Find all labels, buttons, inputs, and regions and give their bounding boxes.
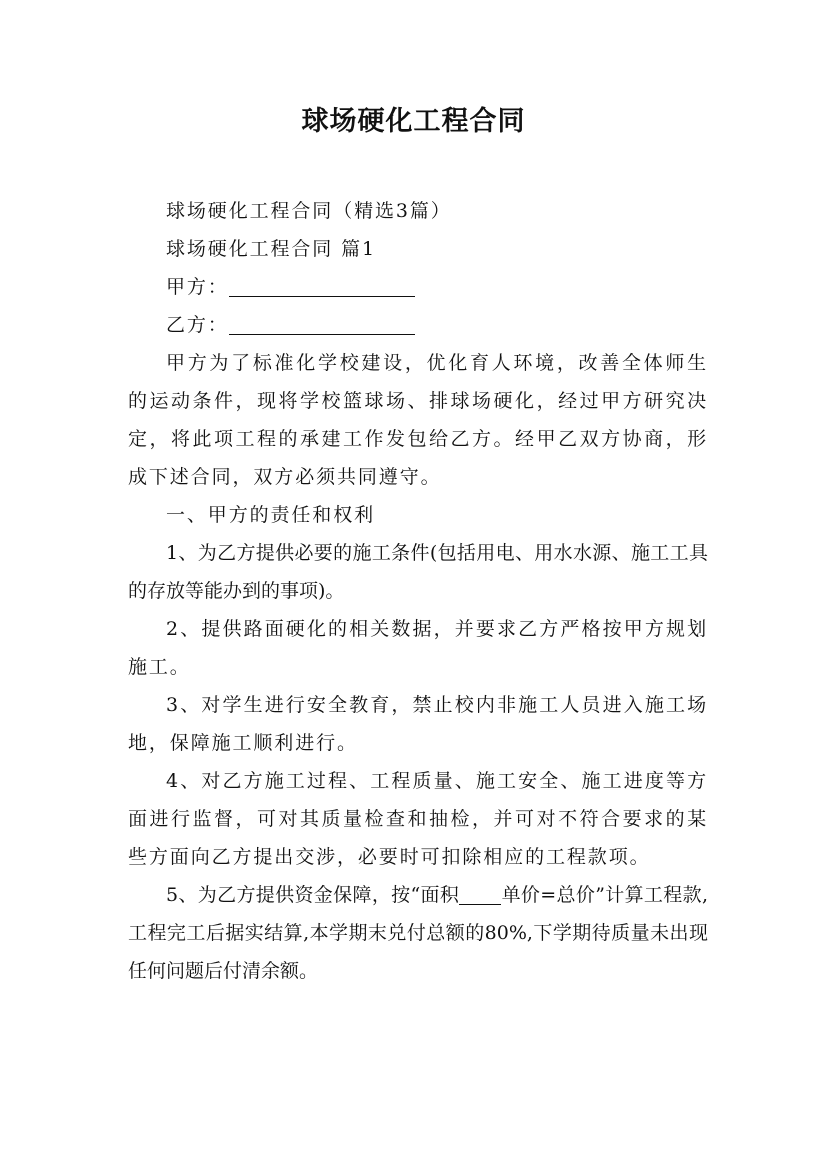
document-title: 球场硬化工程合同 <box>301 106 526 137</box>
party-a-blank <box>229 270 415 297</box>
section-heading: 一、甲方的责任和权利 <box>166 504 376 526</box>
party-b-blank <box>229 308 415 335</box>
clause-4: 4、对乙方施工过程、工程质量、施工安全、施工进度等方面进行监督，可对其质量检查和抽检，并可对不符合要求的某些方面向乙方提出交涉，必要时可扣除相应的工程款项。 <box>128 770 708 868</box>
clause-5-after: 单价=总价”计算工程款,工程完工后据实结算,本学期末兑付总额的80%,下学期待质量未出现任何问题后付清余额。 <box>128 884 708 982</box>
intro-paragraph: 甲方为了标准化学校建设，优化育人环境，改善全体师生的运动条件，现将学校篮球场、排球场硬化，经过甲方研究决定，将此项工程的承建工作发包给乙方。经甲乙双方协商，形成下述合同，双方必须共同遵守。 <box>128 352 708 488</box>
party-a-label: 甲方： <box>166 276 229 298</box>
party-a-line <box>128 268 708 306</box>
clause-2: 2、提供路面硬化的相关数据，并要求乙方严格按甲方规划施工。 <box>128 618 708 678</box>
party-b-label: 乙方： <box>166 314 229 336</box>
document-subtitle: 球场硬化工程合同（精选3篇） <box>166 200 452 222</box>
part-heading: 球场硬化工程合同 篇1 <box>166 238 377 260</box>
clause-5-before: 5、为乙方提供资金保障，按“面积 <box>166 884 460 906</box>
clause-1: 1、为乙方提供必要的施工条件(包括用电、用水水源、施工工具的存放等能办到的事项)。 <box>128 542 708 602</box>
clause-3: 3、对学生进行安全教育，禁止校内非施工人员进入施工场地，保障施工顺利进行。 <box>128 694 708 754</box>
party-b-line <box>128 306 708 344</box>
clause-5 <box>128 876 708 990</box>
area-blank <box>459 878 501 905</box>
document-body <box>128 192 708 990</box>
